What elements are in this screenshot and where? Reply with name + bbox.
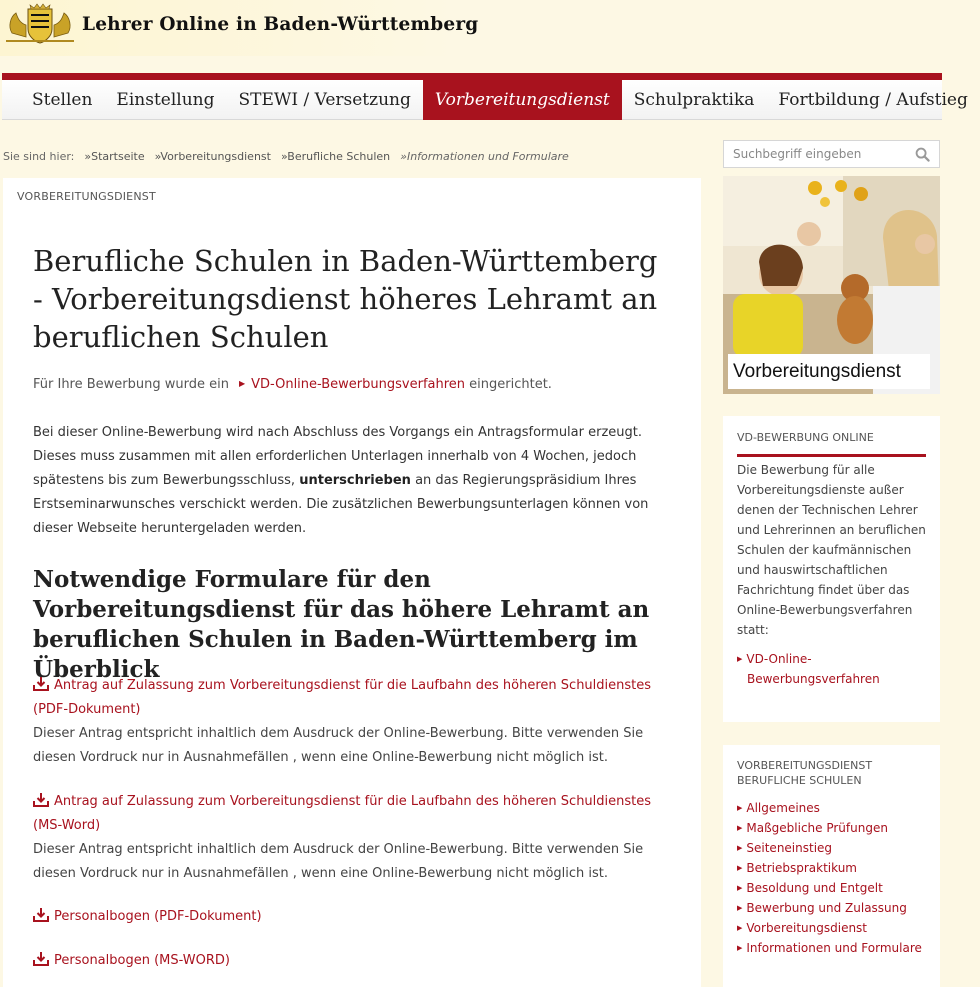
search-box <box>723 140 940 168</box>
intro-paragraph <box>33 421 681 541</box>
side-link-allgemeines[interactable] <box>737 798 922 818</box>
side-link-vorbereitungsdienst[interactable] <box>737 918 922 938</box>
search-icon[interactable] <box>915 147 930 162</box>
link-arrow-icon: ▶ <box>737 944 743 952</box>
side-link-label[interactable]: Besoldung und Entgelt <box>746 881 883 895</box>
link-arrow-icon: ▶ <box>737 824 743 832</box>
side-link-seiteneinstieg[interactable] <box>737 838 922 858</box>
vd-online-link[interactable]: VD-Online-Bewerbungsverfahren <box>251 377 466 392</box>
sidebar-teaser-image[interactable] <box>723 176 940 394</box>
site-title[interactable]: Lehrer Online in Baden-Württemberg <box>82 14 479 35</box>
intro-line <box>33 377 552 392</box>
nav-item-einstellung[interactable]: Einstellung <box>116 90 215 110</box>
download-item <box>33 674 681 770</box>
download-icon[interactable] <box>33 952 49 966</box>
side-link-betriebspraktikum[interactable] <box>737 858 922 878</box>
breadcrumb-item-vorbereitungsdienst[interactable]: »Vorbereitungsdienst <box>154 150 271 163</box>
link-arrow-icon: ▶ <box>737 804 743 812</box>
download-link-personalbogen-pdf[interactable]: Personalbogen (PDF-Dokument) <box>54 909 262 924</box>
vd-berufliche-schulen-box <box>723 745 940 987</box>
page-title: Berufliche Schulen in Baden-Württemberg - Vorbereitungsdienst höheres Lehramt an beruflichen Schulen <box>33 244 658 354</box>
box-title: VD-BEWERBUNG ONLINE <box>737 431 874 444</box>
link-arrow-icon: ▶ <box>737 844 743 852</box>
breadcrumb-item-berufliche-schulen[interactable]: »Berufliche Schulen <box>280 150 391 163</box>
teaser-caption[interactable]: Vorbereitungsdienst <box>728 354 930 389</box>
coat-of-arms-logo[interactable] <box>4 3 76 45</box>
forms-heading: Notwendige Formulare für den Vorbereitungsdienst für das höhere Lehramt an beruflichen Schulen in Baden-Württemberg im Überblick <box>33 566 650 683</box>
nav-item-stellen[interactable]: Stellen <box>32 90 93 110</box>
download-item <box>33 949 681 973</box>
side-link-bewerbung[interactable] <box>737 898 922 918</box>
vd-online-sidebar-link-line2[interactable]: Bewerbungsverfahren <box>747 672 880 686</box>
side-link-pruefungen[interactable] <box>737 818 922 838</box>
link-arrow-icon: ▶ <box>737 924 743 932</box>
side-link-label[interactable]: Bewerbung und Zulassung <box>746 901 907 915</box>
breadcrumb-prefix: Sie sind hier: <box>3 150 75 163</box>
paragraph-bold: unterschrieben <box>299 473 411 488</box>
box-divider <box>737 454 926 457</box>
intro-text-after: eingerichtet. <box>469 377 552 392</box>
nav-item-fortbildung-aufstieg[interactable]: Fortbildung / Aufstieg <box>778 90 968 110</box>
paragraph-part-1: Bei dieser Online-Bewerbung wird nach Abschluss des Vorgangs ein Antragsformular erzeugt. Dieses muss zusammen mit allen erforderlichen Unterlagen innerhalb von 4 Wochen, jedoch spätestens bis zum Bewerbungsschluss, <box>33 425 643 488</box>
search-input[interactable] <box>724 141 904 167</box>
vd-online-sidebar-link[interactable] <box>737 649 812 669</box>
paragraph-part-2: an das Regierungspräsidium Ihres Erstseminarwunsches verschickt werden. Die zusätzlichen Bewerbungsunterlagen können von dieser Webseite heruntergeladen werden. <box>33 473 649 536</box>
breadcrumb-item-current: »Informationen und Formulare <box>400 150 569 163</box>
side-link-label[interactable]: Informationen und Formulare <box>746 941 922 955</box>
link-arrow-icon: ▶ <box>737 884 743 892</box>
nav-item-stewi-versetzung[interactable]: STEWI / Versetzung <box>238 90 411 110</box>
side-link-label[interactable]: Vorbereitungsdienst <box>746 921 868 935</box>
main-content <box>3 178 701 987</box>
side-link-label[interactable]: Seiteneinstieg <box>746 841 833 855</box>
box-text: Die Bewerbung für alle Vorbereitungsdienste außer denen der Technischen Lehrer und Lehrerinnen an beruflichen Schulen der kaufmännischen und hauswirtschaftlichen Fachrichtung findet über das Online-Bewerbungsverfahren statt: <box>737 463 926 637</box>
link-arrow-icon: ▶ <box>737 904 743 912</box>
main-nav <box>2 80 968 120</box>
nav-item-schulpraktika[interactable]: Schulpraktika <box>633 90 755 110</box>
link-arrow-icon: ▶ <box>238 379 246 388</box>
nav-top-border <box>2 73 942 80</box>
box-title <box>737 758 872 788</box>
side-link-label[interactable]: Maßgebliche Prüfungen <box>746 821 888 835</box>
side-link-besoldung[interactable] <box>737 878 922 898</box>
side-link-formulare[interactable] <box>737 938 922 958</box>
nav-item-vorbereitungsdienst[interactable]: Vorbereitungsdienst <box>423 80 622 120</box>
download-description: Dieser Antrag entspricht inhaltlich dem Ausdruck der Online-Bewerbung. Bitte verwenden Sie diesen Vordruck nur in Ausnahmefällen , wenn eine Online-Bewerbung nicht möglich ist. <box>33 726 644 765</box>
link-arrow-icon: ▶ <box>737 655 743 663</box>
side-nav-list <box>737 798 922 958</box>
link-arrow-icon: ▶ <box>737 864 743 872</box>
intro-text-before: Für Ihre Bewerbung wurde ein <box>33 377 229 392</box>
download-link-personalbogen-word[interactable]: Personalbogen (MS-WORD) <box>54 953 230 968</box>
download-item <box>33 790 681 886</box>
side-link-label[interactable]: Allgemeines <box>746 801 820 815</box>
breadcrumb-item-startseite[interactable]: »Startseite <box>84 150 145 163</box>
download-link-antrag-pdf[interactable]: Antrag auf Zulassung zum Vorbereitungsdienst für die Laufbahn des höheren Schuldienstes (PDF-Dokument) <box>33 678 652 717</box>
download-description: Dieser Antrag entspricht inhaltlich dem Ausdruck der Online-Bewerbung. Bitte verwenden Sie diesen Vordruck nur in Ausnahmefällen , wenn eine Online-Bewerbung nicht möglich ist. <box>33 842 644 881</box>
vd-online-box <box>723 416 940 722</box>
site-header <box>0 0 942 60</box>
download-icon[interactable] <box>33 908 49 922</box>
download-item <box>33 905 681 929</box>
download-icon[interactable] <box>33 793 49 807</box>
download-icon[interactable] <box>33 677 49 691</box>
link-text-line-1[interactable]: VD-Online- <box>746 652 812 666</box>
breadcrumb <box>3 150 569 163</box>
section-label: VORBEREITUNGSDIENST <box>17 190 156 203</box>
download-link-antrag-word[interactable]: Antrag auf Zulassung zum Vorbereitungsdienst für die Laufbahn des höheren Schuldienstes (MS-Word) <box>33 794 652 833</box>
side-link-label[interactable]: Betriebspraktikum <box>746 861 857 875</box>
box-title-line-1: VORBEREITUNGSDIENST <box>737 759 873 772</box>
box-title-line-2: BERUFLICHE SCHULEN <box>737 774 862 787</box>
